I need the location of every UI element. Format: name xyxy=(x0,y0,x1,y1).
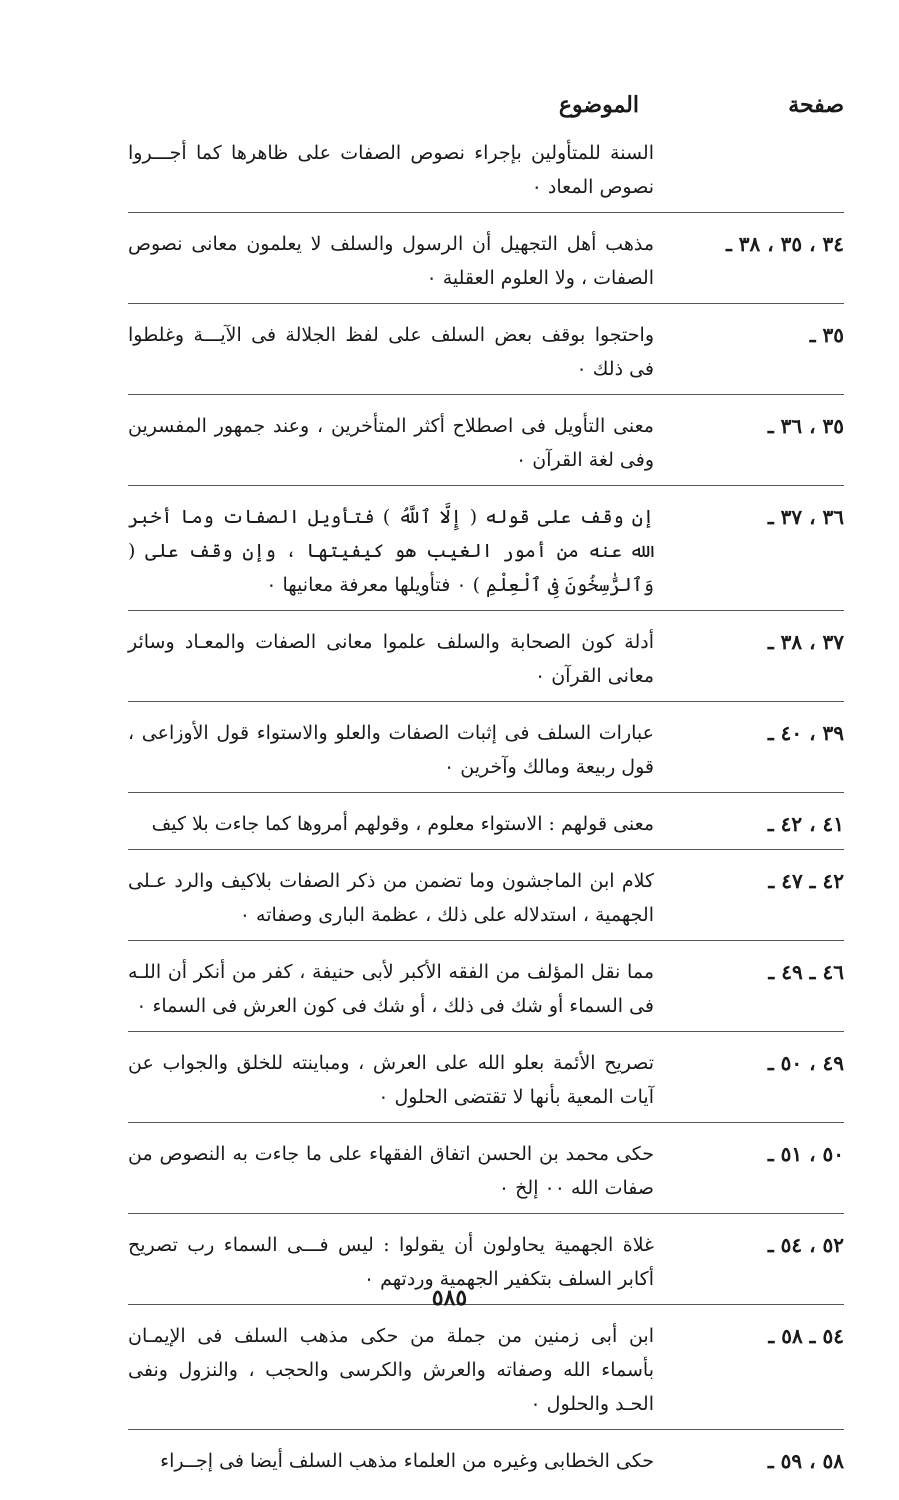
entry-pages: ٣٧ ، ٣٨ ـ xyxy=(767,630,844,654)
entry-text: حكى محمد بن الحسن اتفاق الفقهاء على ما جاءت به النصوص من صفات الله ٠٠ إلخ ٠ xyxy=(128,1143,654,1199)
entry-pages: ٣٤ ، ٣٥ ، ٣٨ ـ xyxy=(725,232,844,256)
index-entry xyxy=(128,318,844,395)
index-entry xyxy=(128,807,844,850)
entry-pages: ٥٤ ـ ٥٨ ـ xyxy=(768,1324,844,1348)
index-entry xyxy=(128,136,844,213)
entry-text: كلام ابن الماجشون وما تضمن من ذكر الصفات بلاكيف والرد عـلى الجهمية ، استدلاله على ذلك ، عظمة البارى وصفاته ٠ xyxy=(128,870,654,926)
entry-pages: ٥٠ ، ٥١ ـ xyxy=(767,1142,844,1166)
page-column-heading: صفحة xyxy=(788,92,844,118)
index-entry xyxy=(128,500,844,611)
entry-pages: ٣٩ ، ٤٠ ـ xyxy=(767,721,844,745)
index-entry xyxy=(128,716,844,793)
entry-text: ابن أبى زمنين من جملة من حكى مذهب السلف فى الإيمـان بأسماء الله وصفاته والعرش والكرسى والحجب ، والنزول ونفى الحـد والحلول ٠ xyxy=(128,1325,654,1415)
index-entry xyxy=(128,955,844,1032)
entry-pages: ٤٢ ـ ٤٧ ـ xyxy=(768,869,844,893)
entry-text: مما نقل المؤلف من الفقه الأكبر لأبى حنيفة ، كفر من أنكر أن اللـه فى السماء أو شك فى ذلك ، أو شك فى كون العرش فى السماء ٠ xyxy=(128,961,654,1017)
index-entry xyxy=(128,409,844,486)
entry-pages: ٥٢ ، ٥٤ ـ xyxy=(767,1233,844,1257)
entry-text: إن وقف على قوله ( إِلَّا ٱللَّهُ ) فتأويل الصفات وما أخبر الله عنه من أمور الغيب هو كيفيتها ، وإن وقف على ( وَٱلرَّٰسِخُونَ فِى ٱلْعِلْمِ ) ٠ فتأويلها معرفة معانيها ٠ xyxy=(128,506,654,596)
index-entry xyxy=(128,1444,844,1486)
index-entry xyxy=(128,1137,844,1214)
index-entry xyxy=(128,625,844,702)
entry-pages: ٣٥ ـ xyxy=(809,323,844,347)
entry-text: حكى الخطابى وغيره من العلماء مذهب السلف أيضا فى إجــراء xyxy=(160,1450,654,1472)
entry-pages: ٤٩ ، ٥٠ ـ xyxy=(767,1051,844,1075)
entry-text: مذهب أهل التجهيل أن الرسول والسلف لا يعلمون معانى نصوص الصفات ، ولا العلوم العقلية ٠ xyxy=(128,233,654,289)
page-number: ٥٨٥ xyxy=(431,1285,468,1311)
table-header xyxy=(135,92,844,128)
entry-pages: ٤٦ ـ ٤٩ ـ xyxy=(768,960,844,984)
entry-text: معنى قولهم : الاستواء معلوم ، وقولهم أمروها كما جاءت بلا كيف xyxy=(151,813,654,835)
index-entry xyxy=(128,864,844,941)
entry-text: تصريح الأئمة بعلو الله على العرش ، ومباينته للخلق والجواب عن آيات المعية بأنها لا تقتضى الحلول ٠ xyxy=(128,1052,654,1108)
entry-text: معنى التأويل فى اصطلاح أكثر المتأخرين ، وعند جمهور المفسرين وفى لغة القرآن ٠ xyxy=(128,415,654,471)
entry-text: واحتجوا بوقف بعض السلف على لفظ الجلالة فى الآيـــة وغلطوا فى ذلك ٠ xyxy=(128,324,654,380)
entry-pages: ٣٦ ، ٣٧ ـ xyxy=(767,505,844,529)
entry-text: عبارات السلف فى إثبات الصفات والعلو والاستواء قول الأوزاعى ، قول ربيعة ومالك وآخرين ٠ xyxy=(128,722,654,778)
index-entry xyxy=(128,227,844,304)
entry-text: غلاة الجهمية يحاولون أن يقولوا : ليس فـــى السماء رب تصريح أكابر السلف بتكفير الجهمية وردتهم ٠ xyxy=(128,1234,654,1290)
entry-pages: ٥٨ ، ٥٩ ـ xyxy=(767,1449,844,1473)
entry-text: السنة للمتأولين بإجراء نصوص الصفات على ظاهرها كما أجـــروا نصوص المعاد ٠ xyxy=(128,142,654,198)
entry-pages: ٣٥ ، ٣٦ ـ xyxy=(767,414,844,438)
entry-text: أدلة كون الصحابة والسلف علموا معانى الصفات والمعـاد وسائر معانى القرآن ٠ xyxy=(128,631,654,687)
entry-pages: ٤١ ، ٤٢ ـ xyxy=(767,812,844,836)
index-entry xyxy=(128,1319,844,1430)
topic-column-heading: الموضوع xyxy=(558,92,639,118)
index-entry xyxy=(128,1046,844,1123)
